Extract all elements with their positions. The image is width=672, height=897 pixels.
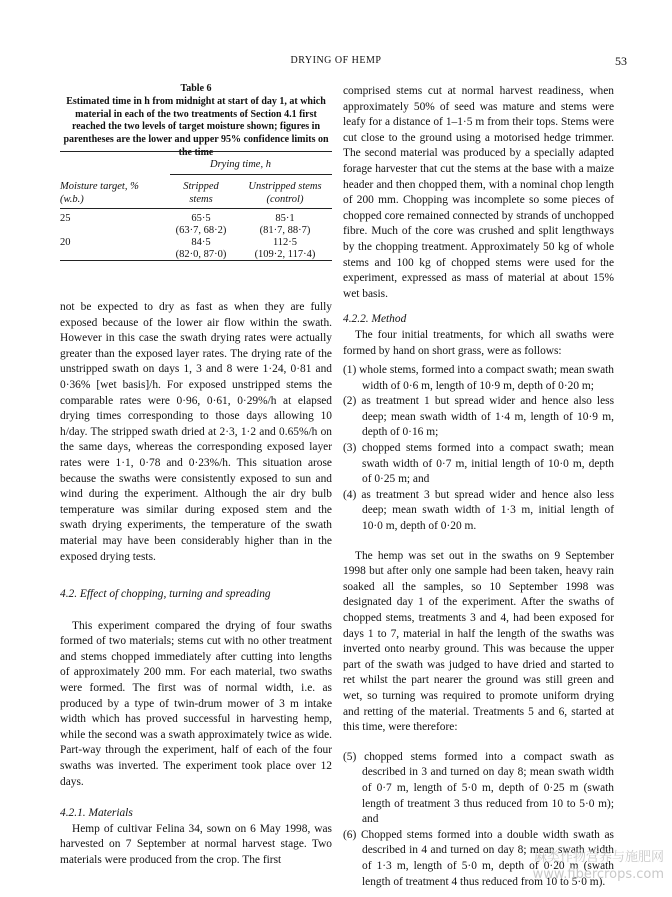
watermark-url: www.fibercrops.com bbox=[532, 867, 664, 882]
table-cell-stripped: 65·5 bbox=[191, 213, 211, 224]
table-caption bbox=[60, 83, 332, 160]
table-col-header-unstripped: Unstripped stems (control) bbox=[248, 181, 322, 205]
list-item: (4) as treatment 3 but spread wider and hence also less deep; mean swath width of 1·3 m, initial length of 10·0 m, depth of 0·20 m. bbox=[343, 488, 614, 533]
table-cell-stripped-ci: (63·7, 68·2) bbox=[175, 225, 227, 236]
watermark bbox=[533, 849, 664, 883]
table-col-header-target: Moisture target, % (w.b.) bbox=[60, 181, 139, 205]
data-table bbox=[60, 151, 332, 261]
paragraph: This experiment compared the drying of four swaths formed of two materials; stems cut with no other treatment and stems chopped immediately after cutting into lengths of approximately 200 mm. For each material, two swaths were formed. The first was of normal width, i.e. as produced by a type of twin-drum mower of 3 m intake width which has proved successful in harvesting hemp, while the second was a swath approximately twice as wide. Part-way through the experiment, half of each of the four swaths was inverted. The experiment took place over 12 days. bbox=[60, 619, 332, 788]
list-item: (2) as treatment 1 but spread wider and hence also less deep; mean swath width of 1·4 m, length of 10·9 m, depth of 0·16 m; bbox=[343, 395, 614, 439]
treatment-list bbox=[343, 363, 614, 535]
paragraph: not be expected to dry as fast as when they are fully exposed because of the lower air flow within the swath. However in this case the swath drying rates were actually greater than the exposed layer rates. The drying rate of the unstripped swath on days 1, 3 and 8 were 1·24, 0·81 and 0·36% [wet basis]/h. For exposed unstripped stems the comparable rates were 0·96, 0·61, 0·29%/h at elapsed drying times corresponding to those days allowing 10 h/day. The stripped swath dried at 2·3, 1·2 and 0.65%/h on the same days, whereas the corresponding exposed layer rates were 1·1, 0·78 and 0·23%/h. This situation arose because the swaths were consistently exposed to sun and wind during the experiment. Although the air dry bulb temperature was similar during exposed stem and the swath drying experiments, the temperature of the swath material may have been considerably higher than in the exposed drying tests. bbox=[60, 301, 332, 563]
table-cell-unstripped: 85·1 bbox=[275, 213, 295, 224]
table-group-rule bbox=[170, 174, 332, 175]
subsection-heading-4-2-1: 4.2.1. Materials bbox=[60, 807, 133, 820]
paragraph: The four initial treatments, for which all swaths were formed by hand on short grass, were as follows: bbox=[343, 328, 614, 357]
table-col-header-stripped: Stripped stems bbox=[183, 181, 219, 205]
list-item: (5) chopped stems formed into a compact swath as described in 3 and turned on day 8; mean swath width of 0·7 m, length of 5·0 m, depth of 0·25 m (swath length of treatment 3 thus reduced from 10 to 5·0 m); and bbox=[343, 750, 614, 826]
subsection-heading-4-2-2: 4.2.2. Method bbox=[343, 313, 407, 326]
table-cell-target: 25 bbox=[60, 213, 71, 224]
table-group-header: Drying time, h bbox=[210, 159, 271, 170]
table-caption-text: Estimated time in h from midnight at start of day 1, at which material in each of the two treatments of Section 4.1 first reached the two levels of target moisture shown; figures in parentheses are the lower and upper 95% confidence limits on the time bbox=[63, 95, 329, 158]
list-item: (1) whole stems, formed into a compact swath; mean swath width of 0·6 m, length of 10·9 m, depth of 0·20 m; bbox=[343, 364, 614, 392]
paragraph: The hemp was set out in the swaths on 9 September 1998 but after only one sample had been taken, heavy rain soaked all the samples, so 10 September 1998 was designated day 1 of the experiment. After the swaths of chopped stems, treatments 3 and 4, had been exposed for days 1 to 7, material in half the length of the swaths was inverted onto nearby ground. This was because the upper part of the swath was judged to have dried and started to ret whilst the part nearer the ground was still green and wet, so turning was required to promote uniform drying and retting of the material. Treatments 5 and 6, started at this time, were therefore: bbox=[343, 549, 614, 734]
paragraph: Hemp of cultivar Felina 34, sown on 6 May 1998, was harvested on 7 September at normal harvest stage. Two materials were produced from the crop. The first bbox=[60, 822, 332, 866]
list-item: (6) Chopped stems formed into a double width swath as described in 4 and turned on day 8; mean swath width of 1·3 m, length of 5·0 m, depth of 0·20 m (swath length of treatment 4 thus reduced from 10 to 5·0 m). bbox=[343, 828, 614, 888]
list-item: (3) chopped stems formed into a compact swath; mean swath width of 0·7 m, initial length of 10·0 m, depth of 0·25 m; and bbox=[343, 442, 614, 486]
table-label: Table 6 bbox=[180, 83, 212, 94]
table-header-rule bbox=[60, 208, 332, 209]
left-column bbox=[60, 300, 332, 869]
table-cell-unstripped-ci: (109·2, 117·4) bbox=[254, 249, 316, 260]
running-header: DRYING OF HEMP bbox=[290, 55, 382, 66]
right-column bbox=[343, 84, 614, 890]
watermark-line: 麻类作物营养与施肥网 bbox=[533, 850, 664, 865]
table-cell-stripped-ci: (82·0, 87·0) bbox=[175, 249, 227, 260]
table-cell-target: 20 bbox=[60, 237, 71, 248]
paragraph: comprised stems cut at normal harvest readiness, when approximately 50% of seed was mature and stems were leafy for a distance of 1–1·5 m from their tops. Stems were cut close to the ground using a motorised hedge trimmer. The second material was produced by a specially adapted forage harvester that cut the stems at the base with a maize header and then chopped them, with a nominal chop length of 200 mm. Chopping was incomplete so some pieces of chopped core remained connected by strands of unchopped fibre. Much of the core was crushed and split lengthways by the chopping treatment. Approximately 50 kg of whole stems and 100 kg of chopped stems were used for the experiment, expressed as mass of material at about 15% wet basis. bbox=[343, 85, 614, 300]
table-cell-unstripped: 112·5 bbox=[272, 237, 298, 248]
table-cell-unstripped-ci: (81·7, 88·7) bbox=[259, 225, 311, 236]
table-cell-stripped: 84·5 bbox=[191, 237, 211, 248]
section-heading-4-2: 4.2. Effect of chopping, turning and spreading bbox=[60, 588, 271, 601]
page-number: 53 bbox=[615, 54, 627, 68]
